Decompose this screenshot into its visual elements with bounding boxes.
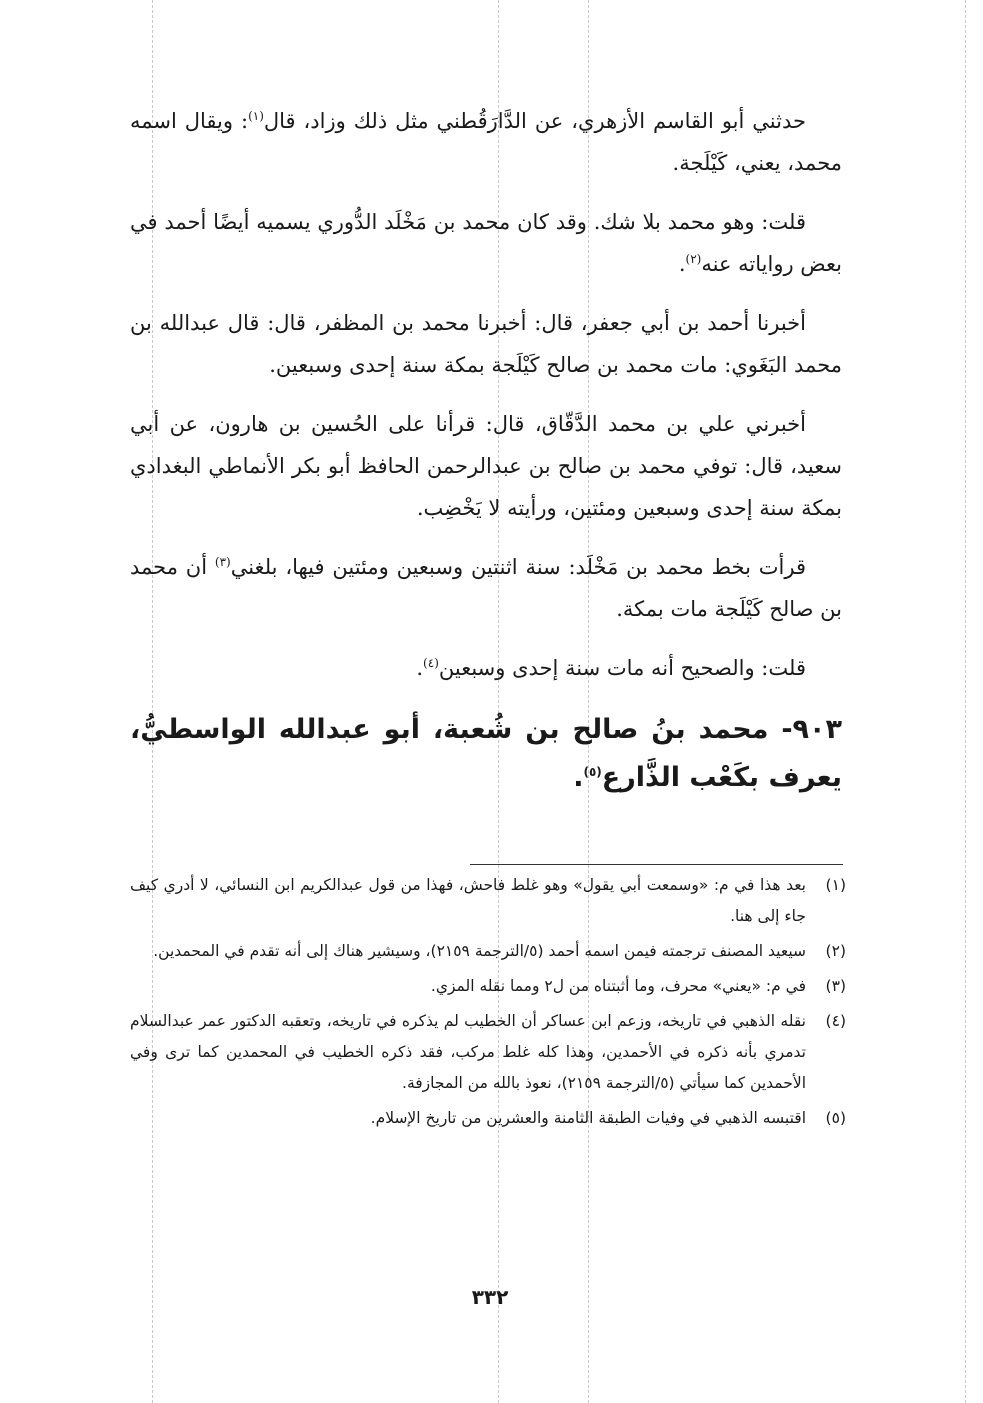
footnote-text: نقله الذهبي في تاريخه، وزعم ابن عساكر أن الخطيب لم يذكره في تاريخه، وتعقبه الدكتور عمر عبدالسلام تدمري بأنه ذكره في الأحمدين، وهذا كله غلط مركب، فقد ذكره الخطيب في المحمدين كما ترى وفي الأحمدين كما سيأتي (٥/الترجمة ٢١٥٩)، نعوذ بالله من المجازفة.	[130, 1012, 806, 1092]
footnote-number: (٣)	[825, 977, 846, 995]
footnote-separator	[470, 864, 843, 865]
footnote-ref-5[interactable]: (٥)	[583, 765, 602, 779]
footnote-text: في م: «يعني» محرف، وما أثبتناه من ل٢ ومما نقله المزي.	[430, 977, 806, 995]
footnote-number: (٥)	[825, 1109, 846, 1127]
footnote-number: (٢)	[825, 942, 846, 960]
footnote-ref-2[interactable]: (٢)	[685, 252, 702, 266]
footnote-ref-1[interactable]: (١)	[248, 109, 264, 123]
footnote-text: بعد هذا في م: «وسمعت أبي يقول» وهو غلط فاحش، فهذا من قول عبدالكريم ابن النسائي، لا أدري كيف جاء إلى هنا.	[130, 876, 806, 925]
footnotes	[130, 870, 846, 1138]
paragraph-4: أخبرني علي بن محمد الدَّقّاق، قال: قرأنا على الحُسين بن هارون، عن أبي سعيد، قال: توفي محمد بن صالح بن عبدالرحمن الحافظ أبو بكر الأنماطي البغدادي بمكة سنة إحدى وسبعين ومئتين، ورأيته لا يَخْضِب.	[130, 412, 842, 520]
entry-heading: ٩٠٣- محمد بنُ صالح بن شُعبة، أبو عبدالله الواسطيُّ، يعرف بكَعْب الذَّارع$^{(٥)}$.	[130, 714, 842, 793]
footnote-item	[130, 936, 846, 967]
paragraph-6: قلت: والصحيح أنه مات سنة إحدى وسبعين$^{(٤)}$.	[416, 656, 806, 680]
footnote-number: (٤)	[825, 1012, 846, 1030]
footnote-text: اقتبسه الذهبي في وفيات الطبقة الثامنة والعشرين من تاريخ الإسلام.	[370, 1109, 806, 1127]
footnote-number: (١)	[825, 876, 846, 894]
paragraph-5: قرأت بخط محمد بن مَخْلَد: سنة اثنتين وسبعين ومئتين فيها، بلغني$^{(٣)}$ أن محمد بن صالح كَيْلَجة مات بمكة.	[130, 555, 842, 621]
footnote-item	[130, 1006, 846, 1099]
paragraph-2: قلت: وهو محمد بلا شك. وقد كان محمد بن مَخْلَد الدُّوري يسميه أيضًا أحمد في بعض رواياته عنه$^{(٢)}$.	[130, 210, 842, 276]
footnote-item	[130, 971, 846, 1002]
main-text	[130, 100, 842, 802]
footnote-text: سيعيد المصنف ترجمته فيمن اسمه أحمد (٥/الترجمة ٢١٥٩)، وسيشير هناك إلى أنه تقدم في المحمدين.	[153, 942, 806, 960]
footnote-item	[130, 1103, 846, 1134]
footnote-ref-3[interactable]: (٣)	[214, 555, 231, 569]
paragraph-1: حدثني أبو القاسم الأزهري، عن الدَّارَقُطني مثل ذلك وزاد، قال$^{(١)}$: ويقال اسمه محمد، يعني، كَيْلَجة.	[130, 109, 842, 175]
page-number: ٣٣٢	[471, 1285, 509, 1309]
footnote-item	[130, 870, 846, 932]
paragraph-3: أخبرنا أحمد بن أبي جعفر، قال: أخبرنا محمد بن المظفر، قال: قال عبدالله بن محمد البَغَوي: مات محمد بن صالح كَيْلَجة بمكة سنة إحدى وسبعين.	[130, 311, 842, 377]
footnote-ref-4[interactable]: (٤)	[423, 656, 439, 670]
